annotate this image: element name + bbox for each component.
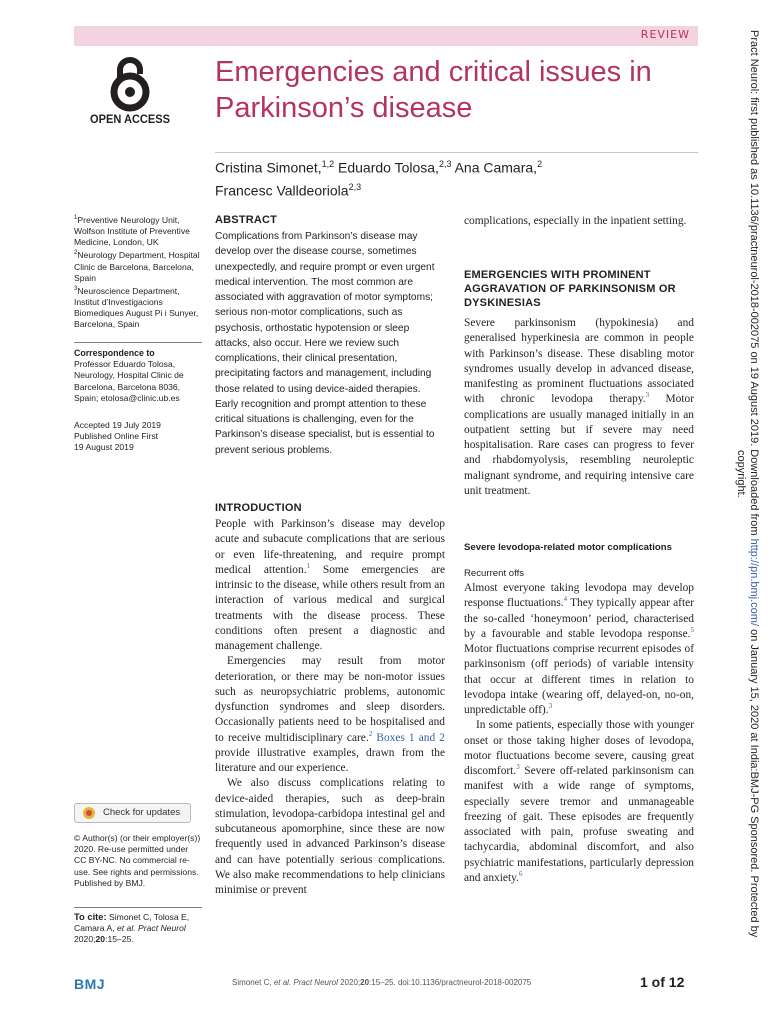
notice-line-2: copyright. xyxy=(735,450,748,498)
cite-year: 2020; xyxy=(74,934,96,945)
title-line-1: Emergencies and critical issues in xyxy=(215,56,652,88)
footer-citation xyxy=(232,978,562,987)
correspondence xyxy=(74,348,202,404)
sidebar-divider xyxy=(74,907,202,908)
affiliation-item xyxy=(74,213,202,248)
title-divider xyxy=(215,152,698,153)
cite-label: To cite: xyxy=(74,911,107,922)
notice-text: Pract Neurol: first published as 10.1136/practneurol-2018-002075 on 19 August 2019. Downloaded from xyxy=(748,30,760,539)
reference-link[interactable]: 3 xyxy=(548,702,553,711)
text-run: Motor fluctuations comprise recurrent episodes of parkinsonism (off periods) of variable intensity that occur at different times in relation to levodopa intake (wearing off, delayed-on, no-on, unpredictable off). xyxy=(464,643,694,716)
footer-doi: :15–25. doi:10.1136/practneurol-2018-002075 xyxy=(369,978,532,987)
footer-text: Simonet C, xyxy=(232,978,272,987)
section-body xyxy=(464,316,694,499)
correspondence-title: Correspondence to xyxy=(74,348,155,358)
affiliation-number: 3 xyxy=(74,285,78,292)
reference-link[interactable]: 4 xyxy=(563,595,568,604)
cite-text: Simonet C, Tolosa E, Camara A, xyxy=(74,912,190,934)
sidebar-divider xyxy=(74,342,202,343)
published-date: 19 August 2019 xyxy=(74,442,134,453)
cite-volume: 20 xyxy=(95,934,106,945)
affiliation-item xyxy=(74,284,202,331)
paragraph xyxy=(464,581,694,718)
column-continuation: complications, especially in the inpatient setting. xyxy=(464,215,687,227)
cite-pages: :15–25. xyxy=(105,934,134,945)
citation-box xyxy=(74,911,202,946)
correspondence-text: Professor Eduardo Tolosa, Neurology, Hospital Clinic de Barcelona, Barcelona 8036, Spain; etolosa@clinic.ub.es xyxy=(74,359,184,403)
text-run: Some emergencies are intrinsic to the disease, while others result from an interaction of various medical and surgical treatments with the disease process. These conditions often present a diagnostic and management challenge. xyxy=(215,563,446,652)
download-notice-text xyxy=(735,30,760,1010)
author-list xyxy=(215,155,675,200)
footer-year: 2020; xyxy=(340,978,361,987)
paragraph xyxy=(215,517,445,654)
text-run: provide illustrative examples, drawn from the literature and our experience. xyxy=(215,746,445,774)
author-name: Ana Camara, xyxy=(454,159,538,176)
notice-text: on January 15, 2020 at India:BMJ-PG Sponsored. Protected by xyxy=(748,626,760,938)
subsection-heading: Severe levodopa-related motor complications xyxy=(464,542,672,553)
text-run: Emergencies may result from motor deterioration, or there may be non-motor issues such as neuropsychiatric problems, autonomic dysfunction syndromes and sleep disorders. Occasionally patients need to be hospitalised and to receive multidisciplinary care. xyxy=(215,655,445,744)
reference-link[interactable]: 2 xyxy=(368,729,373,738)
accepted-date: Accepted 19 July 2019 xyxy=(74,420,161,430)
page-number: 1 of 12 xyxy=(640,974,685,990)
footer-journal: Pract Neurol xyxy=(293,978,338,987)
text-run: Severe off-related parkinsonism can manifest with a wide range of symptoms, especially severe tremor and unmanageable freezing of gait. These episodes are frequently associated with pain, profuse sweating and tachycardia, abdominal discomfort, and also psychiatric manifestations, particularly depression and anxiety. xyxy=(464,765,694,884)
section-heading: EMERGENCIES WITH PROMINENT AGGRAVATION OF PARKINSONISM OR DYSKINESIAS xyxy=(464,269,676,309)
footer-volume: 20 xyxy=(360,978,370,987)
reference-link[interactable]: 1 xyxy=(306,561,311,570)
author-affil: 2 xyxy=(537,159,543,169)
title-line-2: Parkinson’s disease xyxy=(215,92,473,124)
cite-etal: et al. xyxy=(117,923,136,934)
crossmark-icon xyxy=(83,807,95,819)
author-name: Francesc Valldeoriola xyxy=(215,182,349,199)
reference-link[interactable]: 3 xyxy=(645,391,650,400)
article-title xyxy=(215,54,695,126)
boxes-link[interactable]: Boxes 1 and 2 xyxy=(376,731,445,744)
check-for-updates-label: Check for updates xyxy=(103,807,181,818)
cite-journal: Pract Neurol xyxy=(138,923,186,934)
copyright-notice: © Author(s) (or their employer(s)) 2020. Re-use permitted under CC BY-NC. No commercial re-use. See rights and permissions. Published by BMJ. xyxy=(74,833,201,888)
affiliation-number: 2 xyxy=(74,250,78,257)
abstract-text: Complications from Parkinson’s disease may develop over the disease course, sometimes unexpectedly, and require prompt or even urgent medical intervention. The most common are associated with aggravation of motor symptoms; serious non-motor complications, such as psychosis, orthostatic hypotension or sleep attacks, also occur. Here we review such complications, their clinical presentation, precipitating factors and management, including those related to using device-aided therapies. Early recognition and prompt attention to these critical situations is challenging, even for the Parkinson’s disease specialist, but is essential to prevent serious problems. xyxy=(215,231,435,456)
introduction-body xyxy=(215,517,445,898)
author-name: Cristina Simonet, xyxy=(215,159,322,176)
author-affil: 2,3 xyxy=(438,159,452,169)
text-run: In some patients, especially those with younger onset or those taking higher doses of levodopa, motor fluctuations become severe, causing great discomfort. xyxy=(464,719,694,777)
footer-etal: et al. xyxy=(273,978,292,987)
text-run: Motor complications are usually managed initially in an outpatient setting but if severe may need hospitalisation. Rare cases can progress to fever and rhabdomyolysis, resembling neuroleptic malignant syndrome, and requiring intensive care unit treatment. xyxy=(464,393,695,497)
reference-link[interactable]: 6 xyxy=(518,869,523,878)
bmj-logo: BMJ xyxy=(74,976,106,992)
reference-link[interactable]: 5 xyxy=(690,625,694,634)
text-run: Almost everyone taking levodopa may develop response fluctuations. xyxy=(464,582,694,610)
open-access-icon xyxy=(108,56,152,112)
journal-site-link[interactable]: http://pn.bmj.com/ xyxy=(748,538,760,627)
affiliation-text: Preventive Neurology Unit, Wolfson Institute of Preventive Medicine, London, UK xyxy=(74,214,190,248)
text-run: Severe parkinsonism (hypokinesia) and generalised hyperkinesia are common in people with Parkinson’s disease. These disabling motor syndromes usually develop in advanced disease, manifesting as prominent fluctuations associated with chronic levodopa therapy. xyxy=(464,317,694,406)
published-label: Published Online First xyxy=(74,431,159,442)
text-run: They typically appear after the so-called ‘honeymoon’ period, characterised by a favourable and stable levodopa response. xyxy=(464,597,694,640)
section-label: REVIEW xyxy=(640,28,690,41)
paragraph xyxy=(464,316,694,499)
check-for-updates-button[interactable] xyxy=(74,803,191,823)
introduction-heading: INTRODUCTION xyxy=(215,502,302,514)
affiliation-text: Neuroscience Department, Institut d’Investigacions Biomediques August Pi i Sunyer, Barcelona, Spain xyxy=(74,285,199,330)
affiliation-item xyxy=(74,248,202,283)
subsection-body xyxy=(464,581,694,886)
subsubsection-heading: Recurrent offs xyxy=(464,568,525,579)
section-band xyxy=(74,26,698,46)
download-notice xyxy=(735,30,760,1010)
affiliations xyxy=(74,213,202,331)
affiliation-number: 1 xyxy=(74,215,78,221)
paragraph xyxy=(215,654,445,776)
paragraph xyxy=(464,718,694,886)
paragraph: We also discuss complications relating to device-aided therapies, such as deep-brain stimulation, levodopa-carbidopa intestinal gel and subcutaneous apomorphine, since these are now frequently used in advanced Parkinson’s disease and can have potentially serious complications. We also make recommendations to help clinicians minimise or prevent xyxy=(215,777,445,896)
author-name: Eduardo Tolosa, xyxy=(338,159,439,176)
text-run: People with Parkinson’s disease may develop acute and subacute complications that are serious or even life-threatening, and require prompt medical attention. xyxy=(215,518,445,576)
affiliation-text: Neurology Department, Hospital Clinic de Barcelona, Barcelona, Spain xyxy=(74,250,200,283)
article-dates xyxy=(74,420,202,454)
notice-line-1 xyxy=(748,30,761,1010)
open-access-label: OPEN ACCESS xyxy=(90,112,170,126)
author-affil: 1,2 xyxy=(321,159,335,169)
reference-link[interactable]: 3 xyxy=(516,763,520,772)
abstract-heading: ABSTRACT xyxy=(215,214,278,226)
author-affil: 2,3 xyxy=(348,181,362,192)
